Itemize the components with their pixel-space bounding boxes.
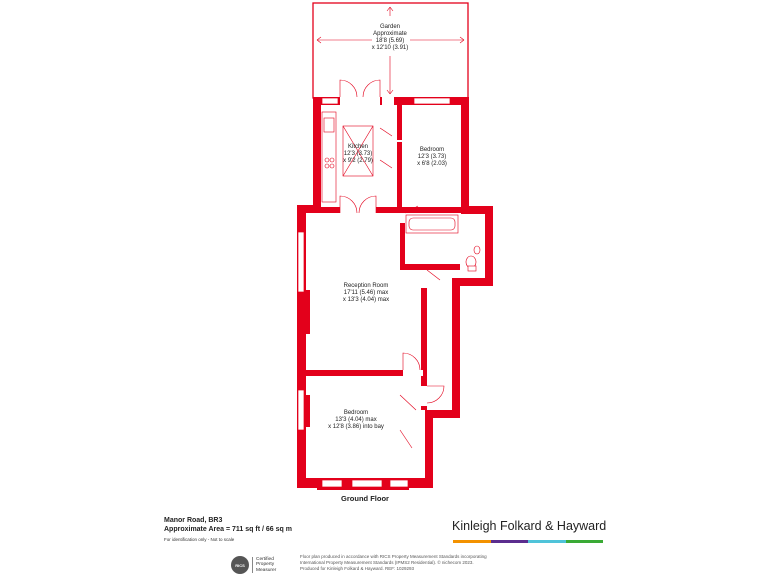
reception-label bbox=[316, 283, 416, 304]
room-dimension: 12'3 (3.73) bbox=[343, 151, 373, 157]
rics-icon: RICS bbox=[231, 556, 249, 574]
rics-certified-logo bbox=[231, 555, 293, 575]
agent-brand: Kinleigh Folkard & Hayward bbox=[452, 519, 607, 533]
room-dimension: x 6'8 (2.03) bbox=[417, 161, 447, 167]
room-dimension: Approximate bbox=[373, 31, 407, 37]
approximate-area: Approximate Area = 711 sq ft / 66 sq m bbox=[164, 526, 292, 533]
brand-color-bar bbox=[453, 540, 603, 543]
room-name: Reception Room bbox=[343, 283, 389, 289]
room-name: Bedroom bbox=[343, 410, 369, 416]
room-dimension: x 12'10 (3.91) bbox=[371, 45, 409, 51]
kitchen-label bbox=[328, 144, 388, 165]
room-dimension: 13'3 (4.04) max bbox=[335, 417, 377, 423]
room-dimension: x 13'3 (4.04) max bbox=[342, 297, 390, 303]
floor-label: Ground Floor bbox=[341, 494, 389, 503]
scale-note: For identification only - Not to scale bbox=[164, 537, 235, 542]
measurement-disclaimer: Floor plan produced in accordance with RICS Property Measurement Standards incorporating International Property Measurement Standards (IPMS2 Residential). © nichecom 2023. Produced for Kinleigh Folkard & Hayward. REF: 1029293 bbox=[300, 554, 487, 571]
garden-label bbox=[345, 24, 435, 52]
room-dimension: x 12'8 (3.86) into bay bbox=[328, 424, 384, 430]
property-address: Manor Road, BR3 bbox=[164, 517, 223, 524]
room-name: Kitchen bbox=[347, 144, 368, 150]
bedroom-front-label bbox=[306, 410, 406, 431]
rics-text: Certified Property Measurer bbox=[252, 557, 276, 574]
room-dimension: 17'11 (5.46) max bbox=[343, 290, 389, 296]
brand-bar-segment bbox=[528, 540, 566, 543]
bedroom-rear-label bbox=[402, 147, 462, 168]
room-dimension: x 9'2 (2.79) bbox=[343, 158, 373, 164]
brand-bar-segment bbox=[453, 540, 491, 543]
brand-bar-segment bbox=[491, 540, 529, 543]
room-name: Bedroom bbox=[419, 147, 445, 153]
brand-bar-segment bbox=[566, 540, 604, 543]
room-dimension: 12'3 (3.73) bbox=[417, 154, 447, 160]
room-dimension: 18'8 (5.69) bbox=[375, 38, 405, 44]
room-name: Garden bbox=[379, 24, 400, 30]
